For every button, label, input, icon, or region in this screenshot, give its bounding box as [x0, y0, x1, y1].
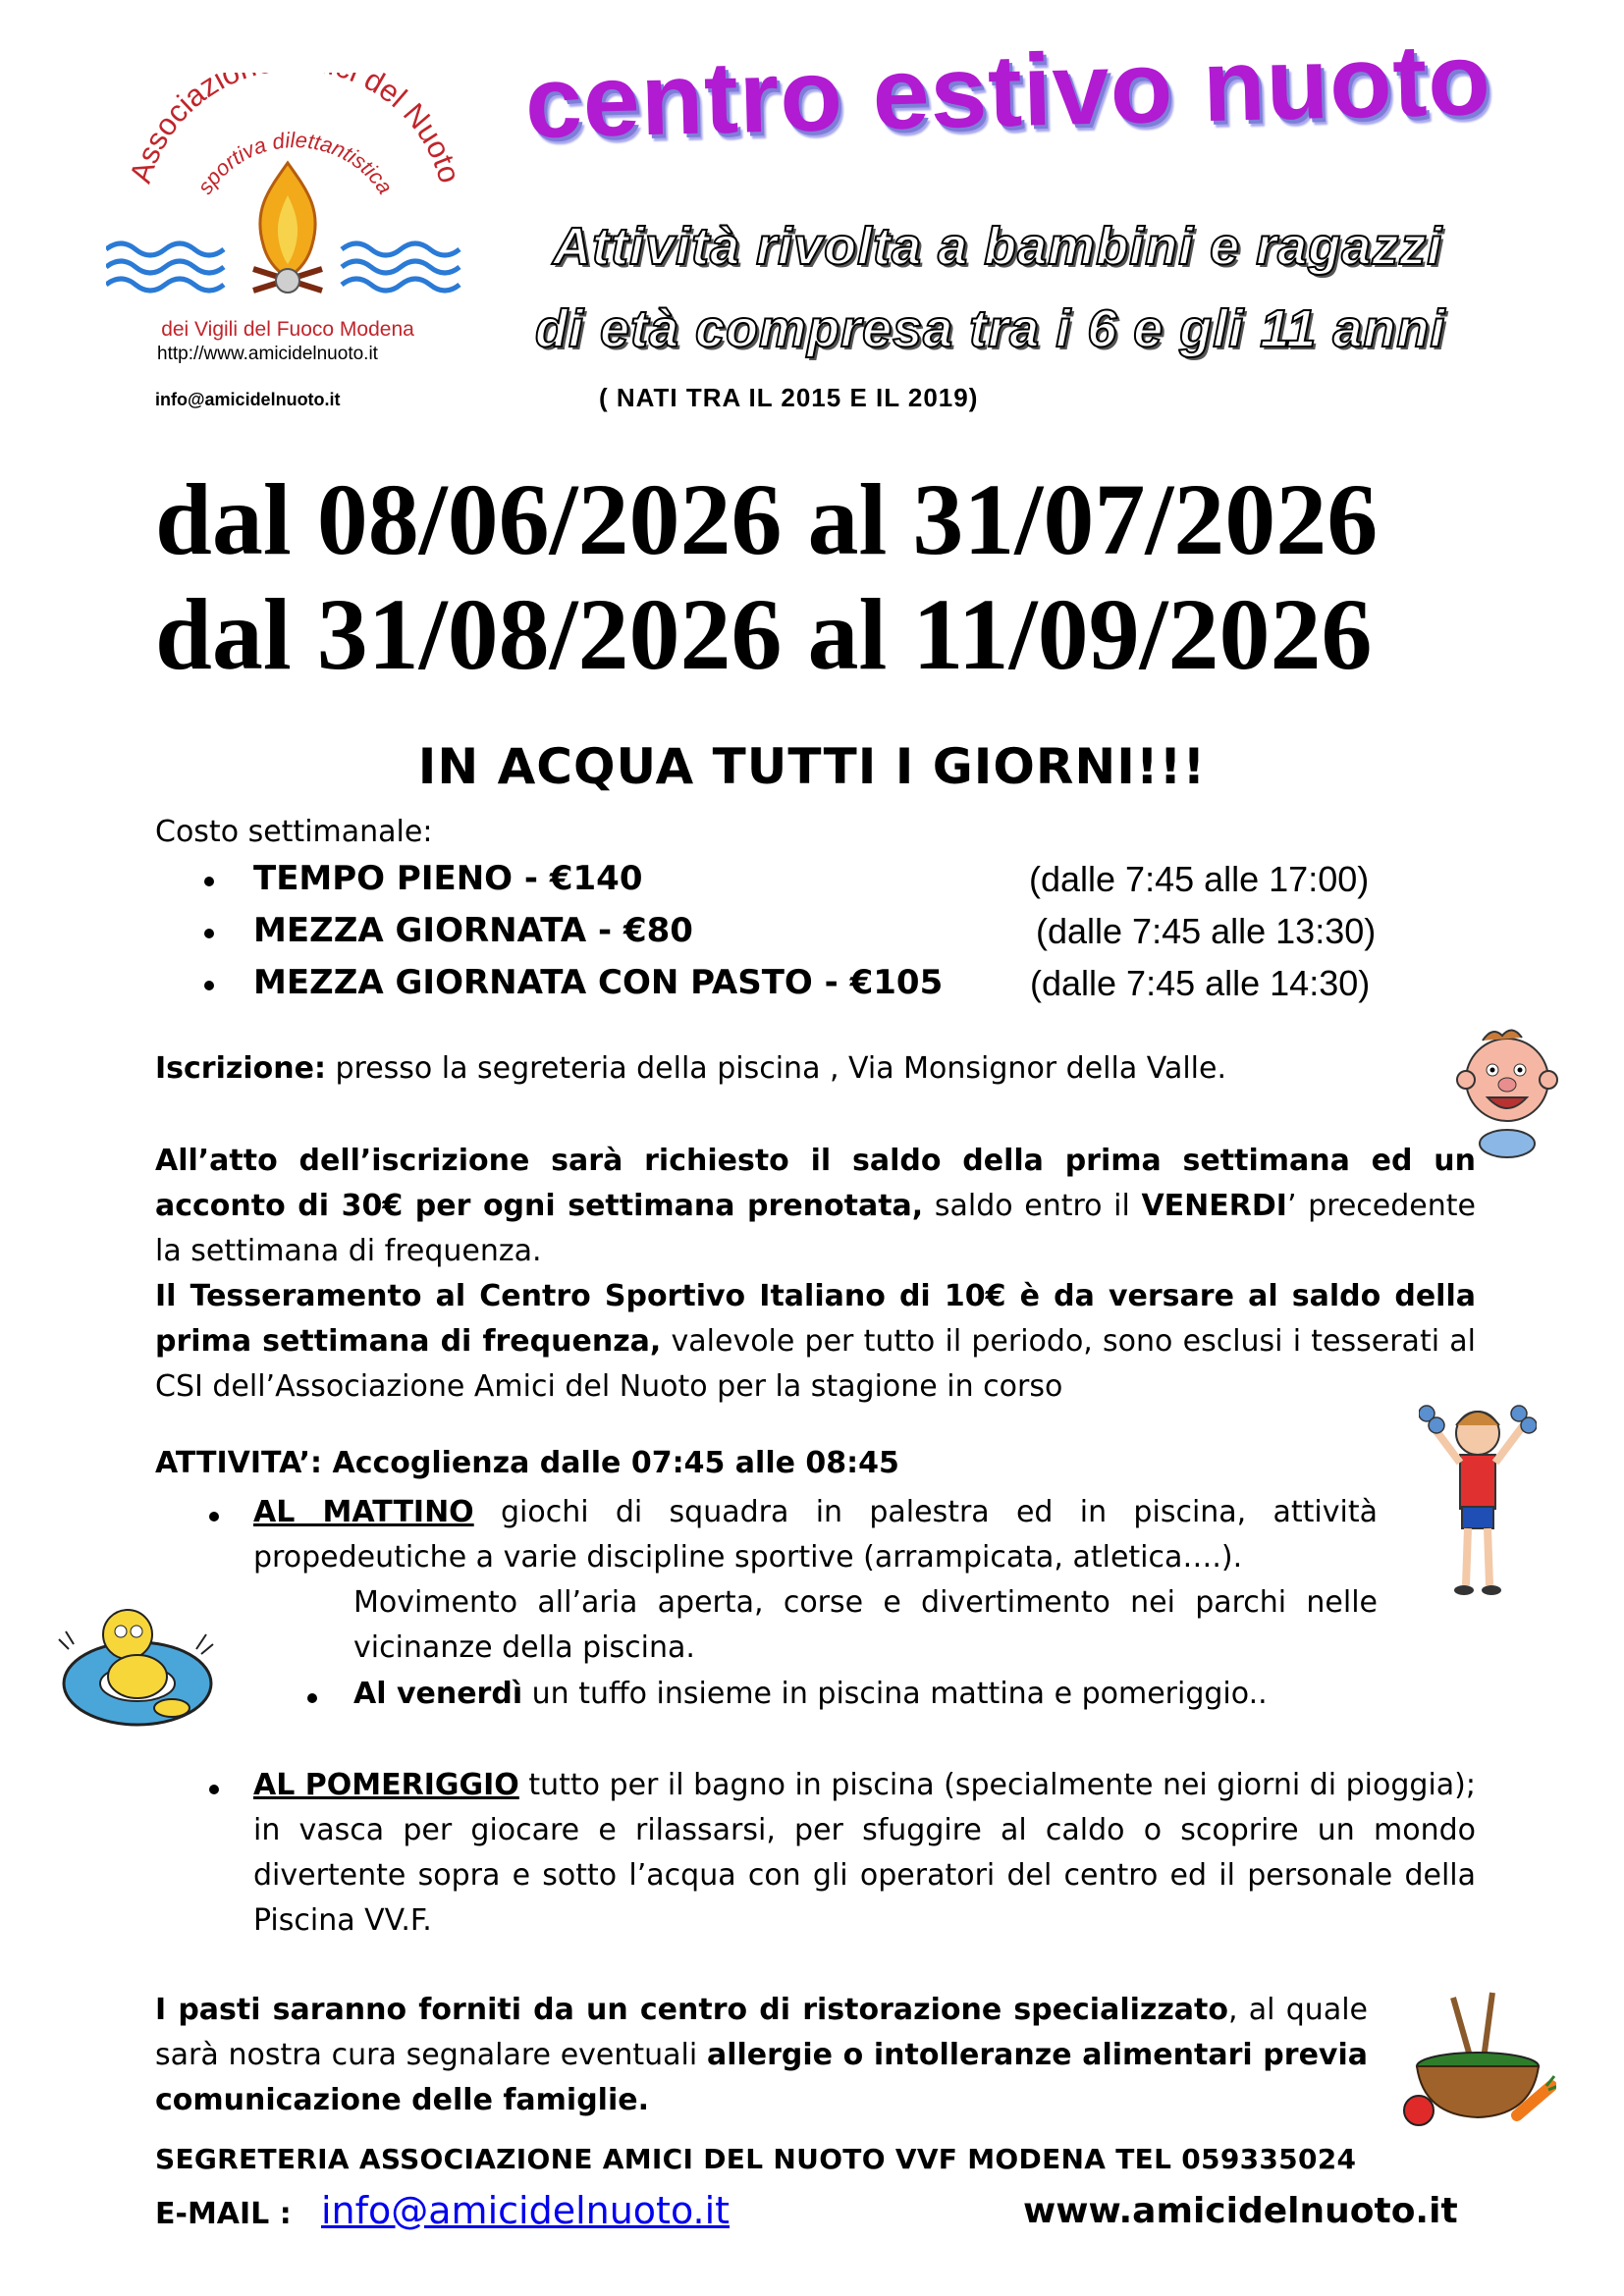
meals-bold-1: I pasti saranno forniti da un centro di ristorazione specializzato — [155, 1993, 1229, 2027]
price-item-name: MEZZA GIORNATA - €80 — [253, 911, 693, 950]
meals-text: , al quale sarà nostra cura segnalare eventuali — [155, 1993, 1368, 2072]
membership-bold: Il Tesseramento al Centro Sportivo Italiano di 10€ è da versare al saldo della prima settimana di frequenza, — [155, 1279, 1476, 1359]
cartoon-float-swimmer-icon — [54, 1590, 221, 1737]
bullet-icon — [209, 1785, 219, 1794]
payment-paragraph — [155, 1139, 1476, 1410]
logo-email: info@amicidelnuoto.it — [155, 390, 341, 409]
morning-activities — [253, 1490, 1378, 1580]
logo-arc-title: Associazio del Nuoto — [123, 73, 467, 187]
email-link[interactable]: info@amicidelnuoto.it — [321, 2189, 731, 2232]
cost-label: Costo settimanale: — [155, 815, 433, 849]
price-item-name: TEMPO PIENO - €140 — [253, 859, 643, 898]
cartoon-boy-face-icon — [1453, 1021, 1561, 1158]
bullet-icon — [204, 929, 214, 938]
registration-text: presso la segreteria della piscina , Via Monsignor della Valle. — [325, 1051, 1227, 1086]
bullet-icon — [307, 1693, 317, 1703]
birth-years-note: ( NATI TRA IL 2015 E IL 2019) — [599, 383, 979, 412]
salad-bowl-icon — [1399, 1988, 1556, 2135]
registration-label: Iscrizione: — [155, 1051, 326, 1086]
morning-label: AL MATTINO — [253, 1495, 474, 1529]
morning-activities-continued: Movimento all’aria aperta, corse e divertimento nei parchi nelle vicinanze della piscina. — [353, 1585, 1378, 1665]
secretariat-contact: SEGRETERIA ASSOCIAZIONE AMICI DEL NUOTO VVF MODENA TEL 059335024 — [155, 2143, 1357, 2175]
afternoon-label: AL POMERIGGIO — [253, 1768, 519, 1802]
subtitle-line-2: di età compresa tra i 6 e gli 11 anni — [535, 299, 1446, 358]
activities-heading: ATTIVITA’: Accoglienza dalle 07:45 alle 08:45 — [155, 1446, 899, 1480]
price-item-time: (dalle 7:45 alle 13:30) — [1036, 911, 1377, 951]
date-range-2: dal 31/08/2026 al 11/09/2026 — [155, 578, 1373, 691]
flame-icon — [253, 163, 322, 293]
logo-bottom-text: dei Vigili del Fuoco Modena — [161, 318, 414, 341]
logo-url: http://www.amicidelnuoto.it — [157, 344, 378, 364]
afternoon-activities — [253, 1763, 1476, 1944]
payment-text-1: saldo entro il — [923, 1189, 1142, 1223]
price-item-time: (dalle 7:45 alle 14:30) — [1030, 963, 1371, 1003]
afternoon-text: tutto per il bagno in piscina (specialmente nei giorni di pioggia); in vasca per giocare e rilassarsi, per sfuggire al caldo o scoprire un mondo divertente sopra e sotto l’acqua con gli operatori del centro ed il personale della Piscina VV.F. — [253, 1768, 1476, 1938]
payment-bold-2: VENERDI — [1141, 1189, 1287, 1223]
bullet-icon — [209, 1512, 219, 1522]
payment-text-2: ’ precedente la settimana di frequenza. — [155, 1189, 1476, 1268]
logo-arc-subtitle: sportiva dilettantistica — [191, 127, 399, 199]
headline: IN ACQUA TUTTI I GIORNI!!! — [417, 738, 1207, 795]
meals-paragraph — [155, 1988, 1368, 2123]
price-item-time: (dalle 7:45 alle 17:00) — [1029, 859, 1370, 899]
page-title: centro estivo nuoto — [523, 22, 1493, 160]
bullet-icon — [204, 877, 214, 886]
cartoon-boy-dumbbells-icon — [1419, 1394, 1537, 1600]
subtitle-line-1: Attività rivolta a bambini e ragazzi — [553, 217, 1443, 276]
friday-text: un tuffo insieme in piscina mattina e pomeriggio.. — [522, 1677, 1268, 1711]
email-label: E-MAIL : — [155, 2197, 292, 2231]
payment-bold-1: All’atto dell’iscrizione sarà richiesto il saldo della prima settimana ed un acconto di 30€ per ogni settimana prenotata, — [155, 1144, 1476, 1223]
website-text: www.amicidelnuoto.it — [1023, 2191, 1458, 2231]
registration-paragraph — [155, 1046, 1476, 1092]
membership-text: valevole per tutto il periodo, sono esclusi i tesserati al CSI dell’Associazione Amici del Nuoto per la stagione in corso — [155, 1324, 1476, 1404]
morning-text: giochi di squadra in palestra ed in piscina, attività propedeutiche a varie discipline sportive (arrampicata, atletica….). — [253, 1495, 1378, 1575]
friday-label: Al venerdì — [353, 1677, 523, 1711]
date-range-1: dal 08/06/2026 al 31/07/2026 — [155, 463, 1379, 576]
bullet-icon — [204, 981, 214, 990]
meals-bold-2: allergie o intolleranze alimentari previa comunicazione delle famiglie. — [155, 2038, 1368, 2117]
price-item-name: MEZZA GIORNATA CON PASTO - €105 — [253, 963, 944, 1002]
friday-activities — [353, 1672, 1268, 1717]
